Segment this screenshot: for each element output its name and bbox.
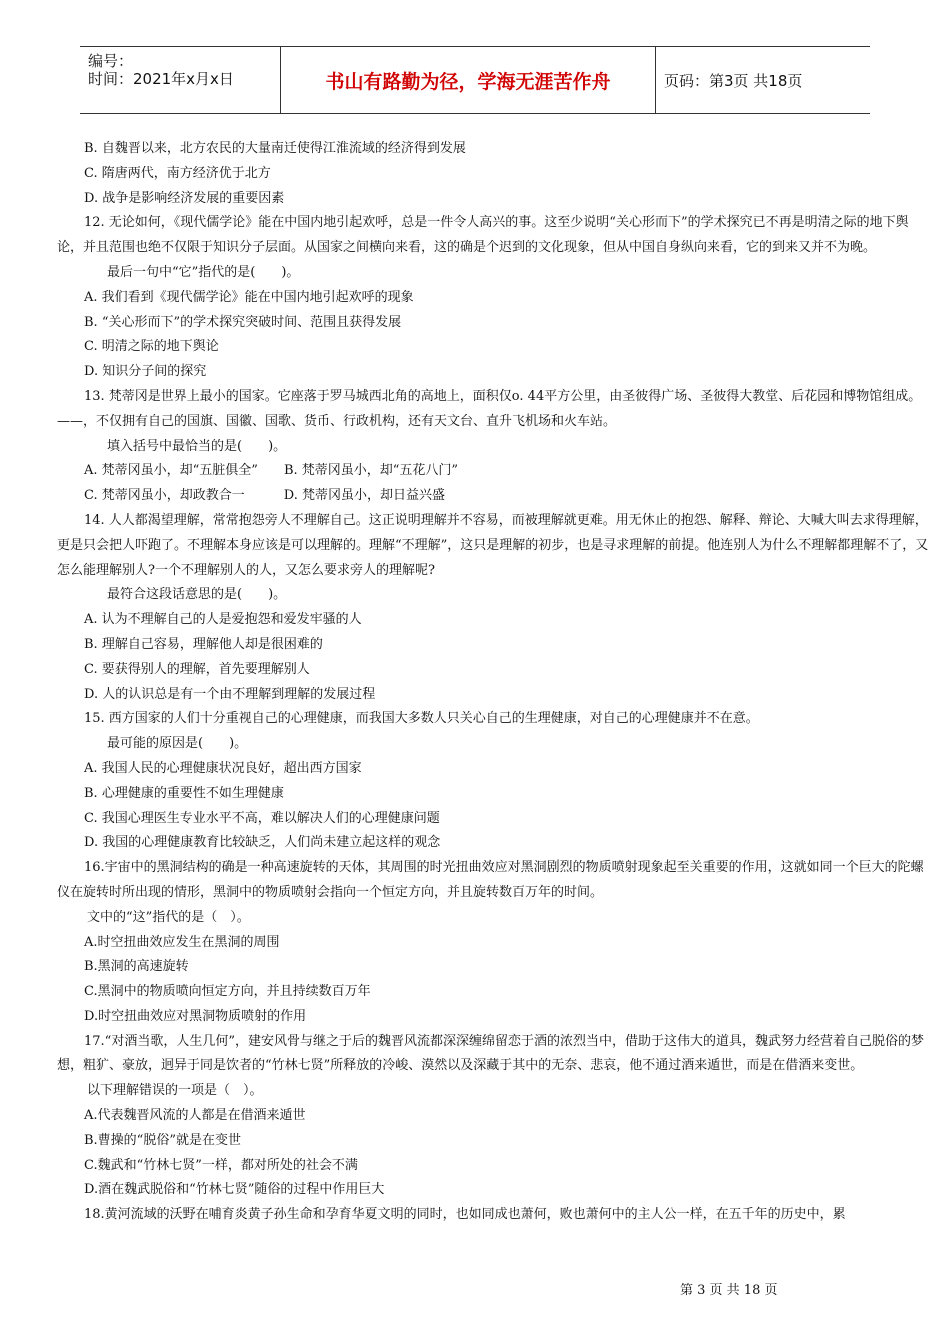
question-prompt: 最后一句中“它”指代的是( )。 — [107, 264, 300, 280]
number-label: 编号： — [88, 52, 134, 70]
answer-option: C.黑洞中的物质喷向恒定方向，并且持续数百万年 — [84, 984, 371, 1000]
page-footer: 第 3 页 共 18 页 — [680, 1283, 778, 1298]
answer-option: C. 我国心理医生专业水平不高，难以解决人们的心理健康问题 — [84, 810, 440, 826]
question-prompt: 填入括号中最恰当的是( )。 — [107, 438, 287, 454]
question-paragraph: 17.“对酒当歌，人生几何”，建安风骨与继之于后的魏晋风流都深深缠绵留恋于酒的浓烈当中，借助于这伟大的道具，魏武努力经营着自己脱俗的梦想，粗犷、豪放，迥异于同是饮者的“竹林七贤”所释放的冷峻、漠然以及深藏于其中的无奈、悲哀，他不通过酒来遁世，而是在借酒来变世。 — [57, 1033, 924, 1074]
page-info: 页码：第3页 共18页 — [664, 71, 803, 90]
document-body — [57, 137, 930, 1228]
answer-option: C.魏武和“竹林七贤”一样，都对所处的社会不满 — [84, 1157, 358, 1173]
answer-option: B.曹操的“脱俗”就是在变世 — [84, 1132, 241, 1148]
question-paragraph: 18.黄河流域的沃野在哺育炎黄子孙生命和孕育华夏文明的同时，也如同成也萧何，败也萧何中的主人公一样，在五千年的历史中，累 — [84, 1207, 846, 1223]
question-paragraph: 16.宇宙中的黑洞结构的确是一种高速旋转的天体，其周围的时光扭曲效应对黑洞剧烈的物质喷射现象起至关重要的作用，这就如同一个巨大的陀螺仪在旋转时所出现的情形，黑洞中的物质喷射会指向一个恒定方向，并且旋转数百万年的时间。 — [57, 860, 924, 900]
answer-option: B.黑洞的高速旋转 — [84, 959, 189, 975]
answer-option: A.代表魏晋风流的人都是在借酒来遁世 — [84, 1108, 306, 1124]
question-paragraph: 14. 人人都渴望理解，常常抱怨旁人不理解自己。这正说明理解并不容易，而被理解就更难。用无休止的抱怨、解释、辩论、大喊大叫去求得理解，更是只会把人吓跑了。不理解本身应该是可以理解的。理解“不理解”，这只是理解的初步，也是寻求理解的前提。他连别人为什么不理解都理解不了，又怎么能理解别人?一个不理解别人的人，又怎么要求旁人的理解呢? — [57, 512, 929, 578]
answer-option: C. 要获得别人的理解，首先要理解别人 — [84, 661, 310, 677]
answer-option: A. 梵蒂冈虽小，却“五脏俱全” B. 梵蒂冈虽小，却“五花八门” — [84, 463, 459, 479]
answer-option: D. 战争是影响经济发展的重要因素 — [84, 190, 285, 206]
question-prompt: 文中的“这”指代的是（ ）。 — [87, 909, 250, 925]
answer-option: C. 明清之际的地下舆论 — [84, 339, 219, 355]
question-paragraph: 15. 西方国家的人们十分重视自己的心理健康，而我国大多数人只关心自己的生理健康，对自己的心理健康并不在意。 — [84, 711, 759, 727]
answer-option: D. 人的认识总是有一个由不理解到理解的发展过程 — [84, 686, 376, 702]
answer-option: A. 我国人民的心理健康状况良好，超出西方国家 — [84, 760, 362, 776]
time-label: 时间：2021年x月x日 — [88, 70, 234, 88]
answer-option: D.酒在魏武脱俗和“竹林七贤”随俗的过程中作用巨大 — [84, 1182, 385, 1198]
answer-option: D. 我国的心理健康教育比较缺乏，人们尚未建立起这样的观念 — [84, 835, 441, 851]
question-prompt: 最可能的原因是( )。 — [107, 736, 248, 752]
question-paragraph: 13. 梵蒂冈是世界上最小的国家。它座落于罗马城西北角的高地上，面积仅o. 44平方公里，由圣彼得广场、圣彼得大教堂、后花园和博物馆组成。——，不仅拥有自己的国旗、国徽、国歌、货币、行政机构，还有天文台、直升飞机场和火车站。 — [57, 388, 922, 429]
page-header — [80, 46, 870, 114]
question-prompt: 以下理解错误的一项是（ ）。 — [87, 1083, 263, 1099]
answer-option: D. 知识分子间的探究 — [84, 364, 207, 380]
answer-option: B. 理解自己容易，理解他人却是很困难的 — [84, 636, 323, 652]
answer-option: A. 我们看到《现代儒学论》能在中国内地引起欢呼的现象 — [84, 289, 414, 305]
question-paragraph: 12. 无论如何，《现代儒学论》能在中国内地引起欢呼，总是一件令人高兴的事。这至少说明“关心形而下”的学术探究已不再是明清之际的地下舆论，并且范围也绝不仅限于知识分子层面。从国家之间横向来看，这的确是个迟到的文化现象，但从中国自身纵向来看，它的到来又并不为晚。 — [57, 215, 909, 256]
question-prompt: 最符合这段话意思的是( )。 — [107, 587, 287, 603]
answer-option: B. “关心形而下”的学术探究突破时间、范围且获得发展 — [84, 314, 402, 330]
answer-option: A.时空扭曲效应发生在黑洞的周围 — [84, 934, 280, 950]
header-meta — [80, 47, 280, 113]
answer-option: B. 心理健康的重要性不如生理健康 — [84, 785, 284, 801]
answer-option: B. 自魏晋以来，北方农民的大量南迁使得江淮流域的经济得到发展 — [84, 141, 466, 156]
answer-option: A. 认为不理解自己的人是爱抱怨和爱发牢骚的人 — [84, 612, 362, 628]
motto: 书山有路勤为径，学海无涯苦作舟 — [280, 47, 656, 113]
answer-option: C. 梵蒂冈虽小，却政教合一 D. 梵蒂冈虽小，却日益兴盛 — [84, 488, 445, 504]
answer-option: D.时空扭曲效应对黑洞物质喷射的作用 — [84, 1008, 307, 1024]
answer-option: C. 隋唐两代，南方经济优于北方 — [84, 165, 271, 181]
